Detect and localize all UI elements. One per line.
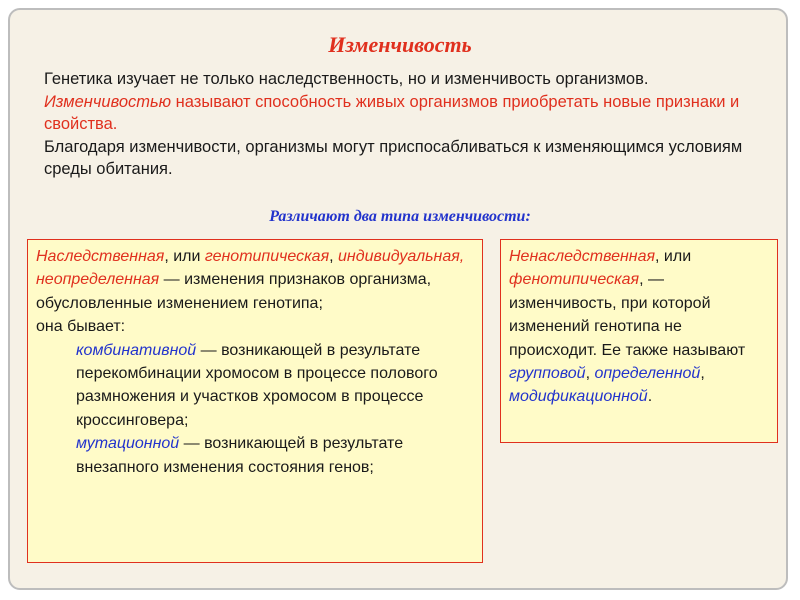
types-intro: она бывает: [36, 318, 126, 336]
term-modification: модификационной [509, 388, 648, 406]
mutational-item [76, 432, 474, 479]
separator: , или [655, 248, 692, 265]
intro-paragraph-3: Благодаря изменчивости, организмы могут приспосабливаться к изменяющимся условиям среды обитания. [44, 137, 743, 178]
mutational-text: — возникающей в результате внезапного изменения состояния генов; [76, 435, 404, 476]
hereditary-definition-text: — изменения признаков организма, обусловленные изменением генотипа; [36, 271, 432, 312]
variability-definition: называют способность живых организмов приобретать новые признаки и свойства. [44, 92, 740, 133]
term-mutational: мутационной [76, 435, 180, 453]
period: . [647, 388, 653, 406]
separator: , [585, 365, 595, 383]
non-hereditary-definition-text: , — изменчивость, при которой изменений генотипа не происходит. Ее также называют [509, 271, 746, 359]
term-definite: определенной [594, 365, 701, 383]
term-combinative: комбинативной [76, 341, 197, 359]
slide-title: Изменчивость [328, 32, 472, 57]
subheading: Различают два типа изменчивости: [269, 208, 531, 225]
combinative-item [76, 339, 474, 433]
non-hereditary-variability-box [500, 239, 778, 443]
hereditary-variability-box [27, 239, 483, 563]
separator: , [700, 365, 705, 383]
separator: , [329, 248, 339, 265]
hereditary-definition [36, 245, 474, 315]
intro-paragraph-1: Генетика изучает не только наследственность, но и изменчивость организмов. [44, 70, 649, 88]
term-hereditary: Наследственная [36, 248, 165, 265]
term-group: групповой [509, 365, 586, 383]
combinative-text: — возникающей в результате перекомбинации хромосом в процессе полового размножения и участков хромосом в процессе кроссинговера; [76, 341, 438, 429]
term-phenotypic: фенотипическая [509, 271, 640, 289]
non-hereditary-definition [509, 245, 769, 409]
term-individual: индивидуальная, неопределенная [36, 248, 465, 289]
term-non-hereditary: Ненаследственная [509, 248, 656, 265]
term-genotypic: генотипическая [204, 248, 330, 265]
term-variability: Изменчивостью [44, 92, 172, 111]
separator: , или [164, 248, 205, 265]
intro-paragraph-2 [44, 91, 744, 136]
intro-text [44, 68, 744, 181]
